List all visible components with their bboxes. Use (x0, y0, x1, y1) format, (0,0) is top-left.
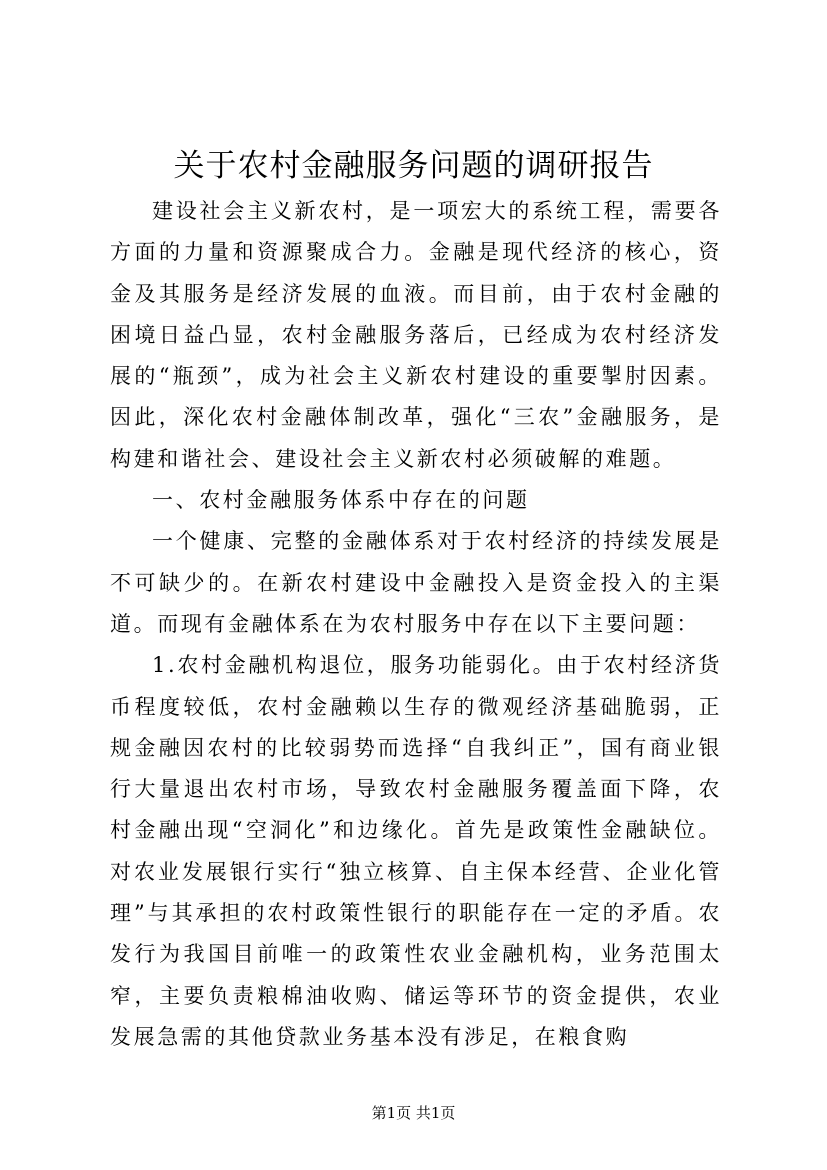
page-number-label: 第1页 共1页 (371, 1104, 456, 1122)
section-heading: 一、农村金融服务体系中存在的问题 (152, 488, 530, 513)
page-footer (0, 1103, 827, 1123)
document-body (110, 191, 722, 1058)
paragraph-point-1: 1.农村金融机构退位，服务功能弱化。由于农村经济货币程度较低，农村金融赖以生存的微观经济基础脆弱，正规金融因农村的比较弱势而选择“自我纠正”，国有商业银行大量退出农村市场，导致农村金融服务覆盖面下降，农村金融出现“空洞化”和边缘化。首先是政策性金融缺位。对农业发展银行实行“独立核算、自主保本经营、企业化管理”与其承担的农村政策性银行的职能存在一定的矛盾。农发行为我国目前唯一的政策性农业金融机构，业务范围太窄，主要负责粮棉油收购、储运等环节的资金提供，农业发展急需的其他贷款业务基本没有涉足，在粮食购 (110, 653, 722, 1049)
paragraph-section-intro: 一个健康、完整的金融体系对于农村经济的持续发展是不可缺少的。在新农村建设中金融投入是资金投入的主渠道。而现有金融体系在为农村服务中存在以下主要问题： (110, 529, 722, 636)
paragraph-intro: 建设社会主义新农村，是一项宏大的系统工程，需要各方面的力量和资源聚成合力。金融是现代经济的核心，资金及其服务是经济发展的血液。而目前，由于农村金融的困境日益凸显，农村金融服务落后，已经成为农村经济发展的“瓶颈”，成为社会主义新农村建设的重要掣肘因素。因此，深化农村金融体制改革，强化“三农”金融服务，是构建和谐社会、建设社会主义新农村必须破解的难题。 (110, 199, 722, 471)
document-title: 关于农村金融服务问题的调研报告 (173, 148, 654, 184)
